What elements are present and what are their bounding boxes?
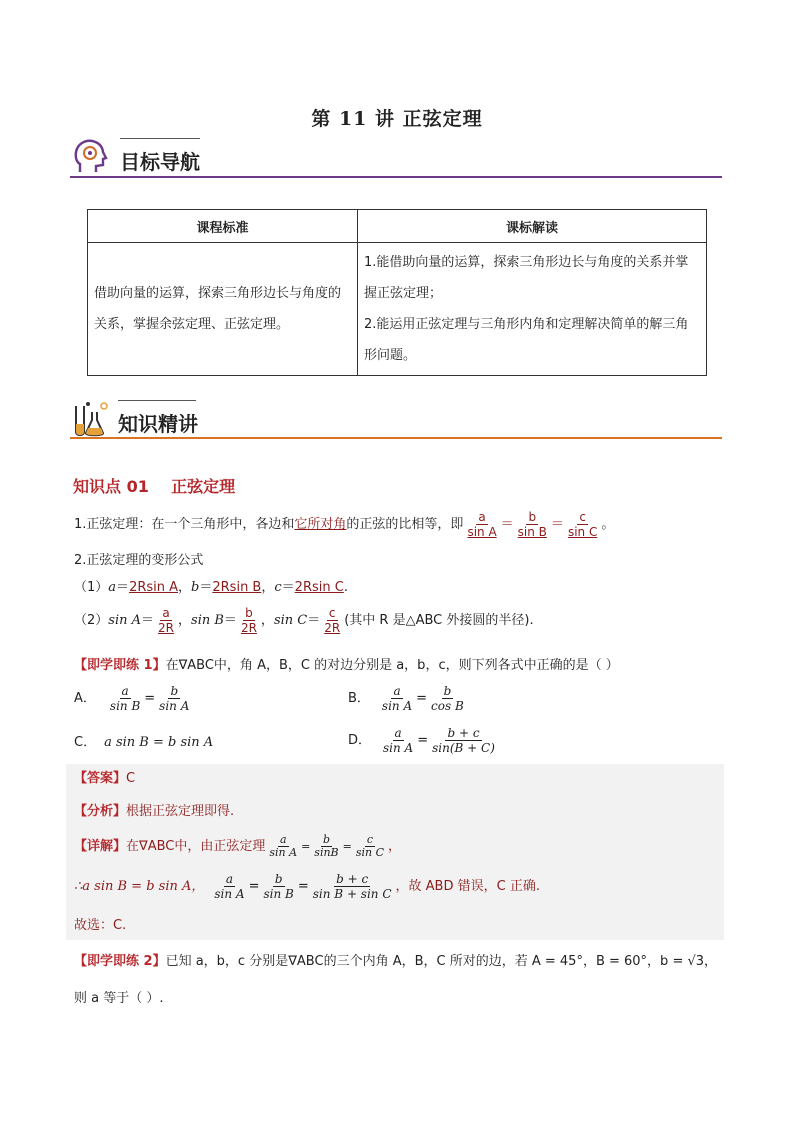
fraction [267,834,299,859]
exercise-tag: 【即学即练 1】 [74,658,166,673]
fraction [212,872,246,901]
exercise-2-stem [74,953,717,971]
theorem-statement [74,510,614,539]
fraction [380,684,414,713]
fraction-c-over-2R [322,606,342,635]
exercise-2-stem-cont: 则 a 等于（ ）. [74,991,164,1006]
denominator: sin A [383,741,414,755]
numerator: b [274,872,283,886]
goal-table [87,209,707,376]
denominator: sin(B + C) [432,741,495,755]
equals-sign: = [417,732,429,748]
exercise-question: 在∇ABC中，角 A，B，C 的对边分别是 a，b，c，则下列各式中正确的是（ ） [165,658,619,673]
equals-sign: ＝ [307,612,321,628]
sinC-label: sin C [273,612,308,628]
numerator: b [528,510,537,524]
section-goal-title: 目标导航 [120,150,200,174]
option-formula: a sin B = b sin A [104,735,214,750]
separator: ， [178,580,192,595]
option-label: A． [74,690,96,706]
section-knowledge-header [70,396,722,440]
detail-line-2 [74,872,540,901]
equals-sign: ＝ [281,580,295,595]
denominator: sin A [381,699,413,713]
answer-value: C [126,771,136,786]
fraction [429,684,466,713]
equals-sign: ＝ [223,612,237,628]
choose-line: 故选：C. [74,918,127,933]
theorem-prefix: 1.正弦定理：在一个三角形中，各边和 [74,516,295,532]
numerator: a [162,606,170,620]
detail-text: 在∇ABC中，由正弦定理 [126,838,266,854]
option-B [348,684,468,713]
sinB-label: sin B [191,612,224,628]
equals-sign: = [144,690,156,706]
numerator: c [328,606,336,620]
denominator: sin B [517,525,547,539]
numerator: b [443,684,452,698]
denominator: sinB [314,846,339,859]
denominator: sin A [269,846,298,859]
fraction [108,684,142,713]
numerator: a [121,684,129,698]
fraction-c-over-sinC [566,510,599,539]
numerator: b [170,684,179,698]
fraction-a-over-sinA [465,510,498,539]
denominator: sin C [567,525,598,539]
fraction-b-over-2R [239,606,259,635]
separator: ， [260,612,274,628]
blank-answer: 2Rsin A [129,580,179,595]
table-header-standard: 课程标准 [88,210,358,243]
exercise-1-stem [74,657,619,675]
equals-sign: = [301,839,311,853]
equals-sign: = [416,690,428,706]
blank-answer: 它所对角 [294,516,347,532]
denominator: cos B [431,699,464,713]
fraction [381,726,415,755]
equals-sign: ＝ [141,612,155,628]
blank-answer: 2Rsin B [212,580,262,595]
numerator: a [394,726,402,740]
answer-tag: 【答案】 [74,771,127,786]
equals-sign: = [342,839,352,853]
denominator: sin B [109,699,141,713]
fraction [262,872,296,901]
option-label: D． [348,732,372,748]
section-knowledge-rule [70,437,722,439]
numerator: a [393,684,401,698]
table-cell-standard: 借助向量的运算，探索三角形边长与角度的关系，掌握余弦定理、正弦定理。 [88,243,358,376]
radius-note: (其中 R 是△ABC 外接圆的半径). [344,612,534,628]
option-label: C． [74,735,97,750]
denominator: 2R [158,621,175,635]
fraction [354,834,386,859]
section-knowledge-title: 知识精讲 [118,412,198,436]
numerator: b [322,833,330,846]
interpretation-item-1: 1.能借助向量的运算，探索三角形边长与角度的关系并掌握正弦定理； [364,255,689,301]
fraction [312,834,340,859]
section-goal-rule [70,176,722,178]
table-header-interpretation: 课标解读 [358,210,707,243]
brain-gear-icon [70,136,110,176]
fraction [157,684,191,713]
equals-sign: = [297,878,309,894]
var-c: c [274,580,282,595]
separator: ， [388,838,402,854]
item-number: （1） [74,580,109,595]
option-A [74,684,193,713]
theorem-mid: 的正弦的比相等，即 [346,516,464,532]
variant-heading: 2.正弦定理的变形公式 [74,553,204,568]
fraction [430,726,497,755]
numerator: c [579,510,586,524]
denominator: sin C [355,846,385,859]
separator: ， [178,612,192,628]
equals-sign: ＝ [199,580,213,595]
detail-tag: 【详解】 [74,838,127,854]
numerator: a [478,510,486,524]
table-cell-interpretation [358,243,707,376]
analysis-tag: 【分析】 [74,804,127,819]
interpretation-item-2: 2.能运用正弦定理与三角形内角和定理解决简单的解三角形问题。 [364,317,689,363]
denominator: sin A [467,525,497,539]
option-C [74,734,213,752]
option-D [348,726,499,755]
lab-flask-icon [70,398,110,438]
fraction-a-over-2R [156,606,176,635]
exercise-question: 已知 a，b，c 分别是∇ABC的三个内角 A，B，C 所对的边，若 A = 45°，B = 60°，b = √3， [165,954,718,969]
equals-sign: = [248,878,260,894]
exercise-tag: 【即学即练 2】 [74,954,166,969]
equals-sign: ＝ [116,580,130,595]
section-goal-header [70,132,722,180]
variant-formula-1 [74,579,348,597]
option-label: B． [348,690,370,706]
detail-line [74,834,401,859]
denominator: sin A [214,887,245,901]
sinA-label: sin A [108,612,142,628]
section-top-line [118,400,196,401]
equals-sign: ＝ [550,516,564,532]
section-top-line [120,138,200,139]
blank-answer: 2Rsin C [294,580,344,595]
sentence-end: 。 [601,516,615,532]
numerator: b [245,606,253,620]
numerator: b + c [447,726,480,740]
denominator: sin B + sin C [312,887,392,901]
item-number: （2） [74,612,109,628]
var-a: a [108,580,117,595]
fraction [311,872,394,901]
knowledge-point-title: 知识点 01 正弦定理 [73,477,236,496]
analysis-line [74,803,234,821]
denominator: 2R [240,621,257,635]
separator: ， [261,580,275,595]
denominator: sin A [159,699,190,713]
answer-line [74,770,135,788]
sentence-end: . [343,580,348,595]
fraction-b-over-sinB [516,510,549,539]
numerator: c [366,833,374,846]
derivation: ∴a sin B = b sin A， [74,878,205,894]
var-b: b [191,580,200,595]
conclusion: ，故 ABD 错误，C 正确. [395,878,540,894]
analysis-text: 根据正弦定理即得. [126,804,235,819]
variant-formula-2 [74,606,534,635]
numerator: a [225,872,234,886]
document-title: 第 11 讲 正弦定理 [311,108,483,130]
equals-sign: ＝ [500,516,514,532]
denominator: sin B [263,887,294,901]
denominator: 2R [324,621,341,635]
numerator: b + c [336,872,369,886]
numerator: a [279,833,287,846]
